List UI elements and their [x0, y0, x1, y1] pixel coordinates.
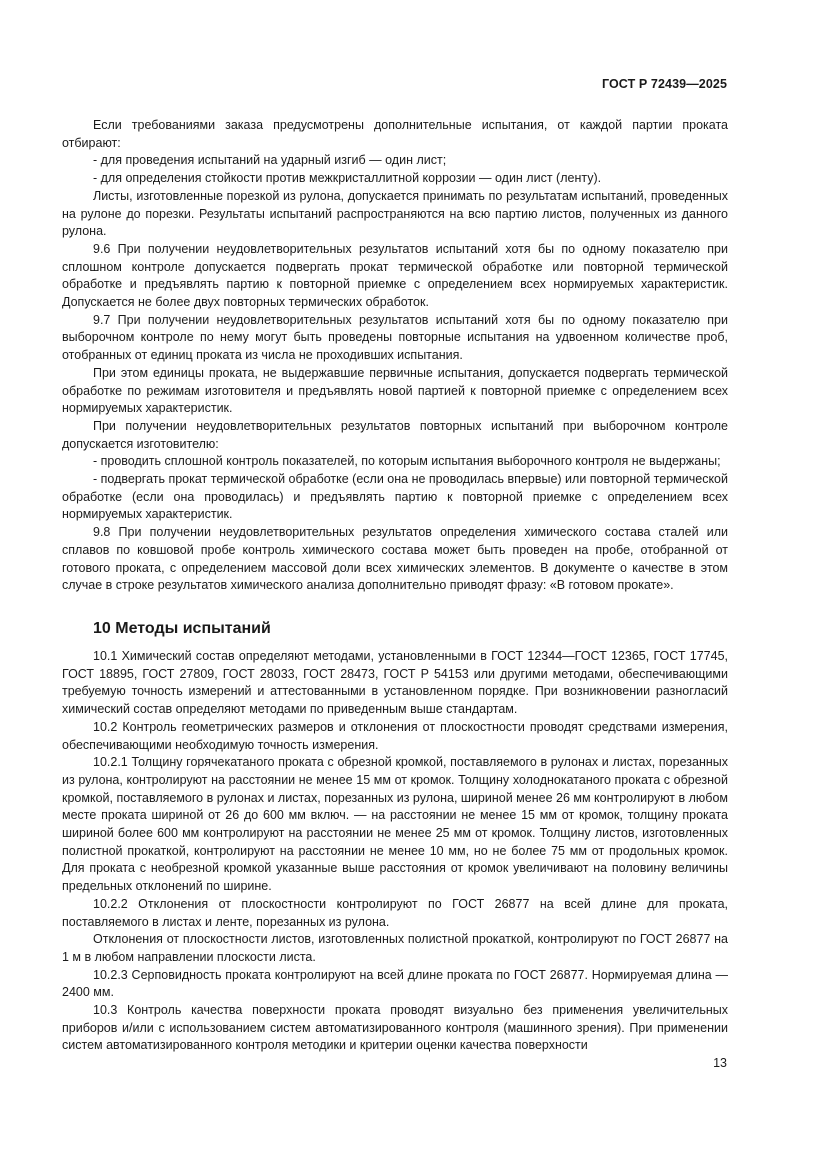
paragraph: Если требованиями заказа предусмотрены дополнительные испытания, от каждой партии проката отбирают:: [62, 118, 728, 150]
body-text-top: [62, 117, 728, 595]
paragraph: 9.8 При получении неудовлетворительных результатов определения химического состава сталей или сплавов по ковшовой пробе контроль химического состава может быть проведен на пробе, отобранной от готового проката, с определением массовой доли всех химических элементов. В документе о качестве в этом случае в строке результатов химического анализа дополнительно приводят фразу: «В готовом прокате».: [62, 525, 728, 593]
body-text-bottom: [62, 648, 728, 1055]
paragraph: При получении неудовлетворительных результатов повторных испытаний при выборочном контроле допускается изготовителю:: [62, 418, 728, 451]
paragraph: 10.2 Контроль геометрических размеров и отклонения от плоскостности проводят средствами измерения, обеспечивающими необходимую точность измерения.: [62, 719, 728, 752]
paragraph: 10.2.3 Серповидность проката контролируют на всей длине проката по ГОСТ 26877. Нормируемая длина — 2400 мм.: [62, 967, 728, 1000]
paragraph: 9.6 При получении неудовлетворительных результатов испытаний хотя бы по одному показателю при сплошном контроле допускается подвергать прокат термической обработке или повторной термической обработке и предъявлять партию к повторной приемке с определением всех нормируемых характеристик. Допускается не более двух повторных термических обработок.: [62, 241, 728, 310]
paragraph: - проводить сплошной контроль показателей, по которым испытания выборочного контроля не выдержаны;: [93, 454, 721, 469]
paragraph: При этом единицы проката, не выдержавшие первичные испытания, допускается подвергать термической обработке по режимам изготовителя и предъявлять новой партией к повторной приемке с определением всех нормируемых характеристик.: [62, 365, 728, 416]
paragraph: Листы, изготовленные порезкой из рулона, допускается принимать по результатам испытаний, проведенных на рулоне до порезки. Результаты испытаний распространяются на всю партию листов, полученных из данного рулона.: [62, 188, 728, 239]
paragraph: Отклонения от плоскостности листов, изготовленных полистной прокаткой, контролируют по ГОСТ 26877 на 1 м в любом направлении плоскости листа.: [62, 932, 728, 964]
paragraph: 10.2.2 Отклонения от плоскостности контролируют по ГОСТ 26877 на всей длине для проката, поставляемого в листах и ленте, порезанных из рулона.: [62, 896, 728, 929]
paragraph: - для проведения испытаний на ударный изгиб — один лист;: [93, 153, 447, 168]
paragraph: - подвергать прокат термической обработке (если она не проводилась впервые) или повторной термической обработке (если она проводилась) и предъявлять партию к повторной приемке с определением всех нормируемых характеристик.: [62, 472, 728, 522]
section-heading: 10 Методы испытаний: [93, 620, 271, 637]
paragraph: 10.1 Химический состав определяют методами, установленными в ГОСТ 12344—ГОСТ 12365, ГОСТ 17745, ГОСТ 18895, ГОСТ 27809, ГОСТ 28033, ГОСТ 28473, ГОСТ Р 54153 или другими методами, обеспечивающими требуемую точность измерений и аттестованными в установленном порядке. При возникновении разногласий химический состав определяют методами по приведенным выше стандартам.: [62, 649, 728, 717]
paragraph: 10.3 Контроль качества поверхности проката проводят визуально без применения увеличительных приборов и/или с использованием систем автоматизированного контроля (машинного зрения). При применении систем автоматизированного контроля методики и критерии оценки качества поверхности: [62, 1003, 728, 1053]
paragraph: 9.7 При получении неудовлетворительных результатов испытаний хотя бы по одному показателю при выборочном контроле по нему могут быть проведены повторные испытания на удвоенном количестве проб, отобранных от единиц проката из числа не проходивших испытания.: [62, 312, 728, 363]
paragraph: 10.2.1 Толщину горячекатаного проката с обрезной кромкой, поставляемого в рулонах и листах, порезанных из рулона, контролируют на расстоянии не менее 15 мм от кромок. Толщину холоднокатаного проката с обрезной кромкой, поставляемого в рулонах и листах, порезанных из рулона, шириной менее 26 мм контролируют в любом месте проката шириной от 26 до 600 мм включ. — на расстоянии не менее 15 мм от кромок, толщину проката шириной более 600 мм контролируют на расстоянии не менее 25 мм от кромок. Толщину листов, изготовленных полистной прокаткой, контролируют на расстоянии не менее 10 мм, но не более 75 мм от продольных кромок. Для проката с необрезной кромкой указанные выше расстояния от кромок увеличивают на половину величины предельных отклонений по ширине.: [62, 755, 728, 894]
document-header: ГОСТ Р 72439—2025: [601, 77, 727, 91]
paragraph: - для определения стойкости против межкристаллитной коррозии — один лист (ленту).: [93, 171, 602, 186]
page-number: 13: [713, 1056, 727, 1070]
